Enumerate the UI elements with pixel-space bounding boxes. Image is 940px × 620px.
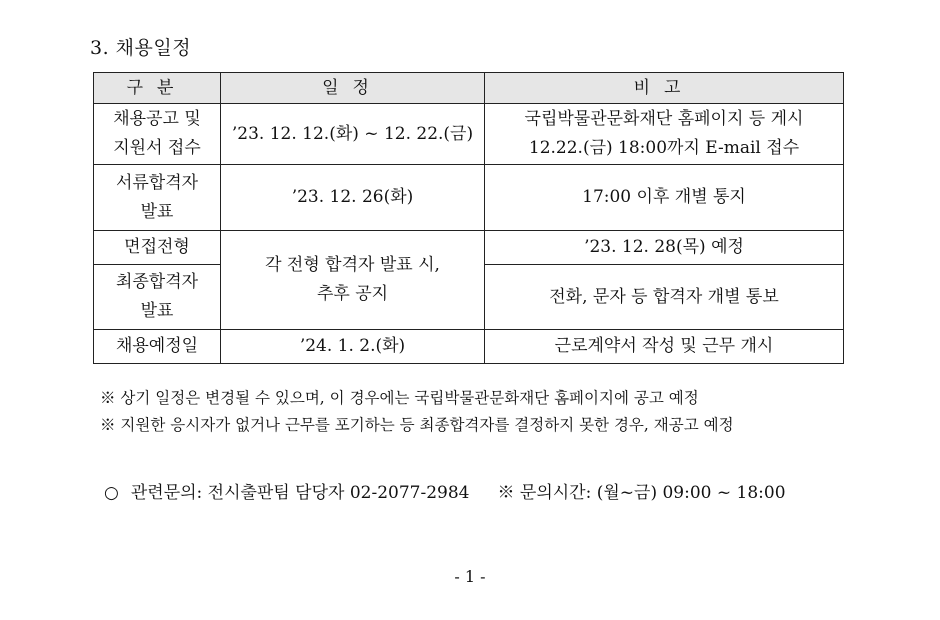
stage-cell	[94, 165, 221, 231]
remarks-line: 국립박물관문화재단 홈페이지 등 게시	[524, 109, 804, 129]
stage-cell	[94, 104, 221, 165]
remarks-cell: 17:00 이후 개별 통지	[485, 165, 844, 231]
schedule-line: 추후 공지	[316, 284, 389, 304]
table-header-row	[94, 73, 844, 104]
table-row	[94, 231, 844, 265]
inquiry-hours: ※ 문의시간: (월~금) 09:00 ~ 18:00	[497, 483, 786, 503]
notes-block	[100, 385, 734, 439]
stage-cell: 채용예정일	[94, 330, 221, 364]
circle-bullet-icon: ○	[104, 483, 119, 503]
section-title: 3. 채용일정	[90, 37, 192, 59]
table-row	[94, 104, 844, 165]
contact-line	[104, 478, 786, 503]
table-row	[94, 165, 844, 231]
schedule-cell-merged	[221, 231, 485, 330]
stage-line: 발표	[140, 301, 174, 321]
stage-line: 지원서 접수	[113, 138, 201, 158]
header-category: 구분	[94, 73, 221, 104]
stage-line: 서류합격자	[115, 172, 199, 193]
stage-cell	[94, 265, 221, 330]
remarks-cell: 근로계약서 작성 및 근무 개시	[485, 330, 844, 364]
schedule-cell: ’23. 12. 26(화)	[221, 165, 485, 231]
stage-cell: 면접전형	[94, 231, 221, 265]
remarks-cell: ’23. 12. 28(목) 예정	[485, 231, 844, 265]
contact-info: 관련문의: 전시출판팀 담당자 02-2077-2984	[130, 483, 470, 503]
header-remarks: 비고	[485, 73, 844, 104]
stage-line: 채용공고 및	[113, 109, 201, 129]
schedule-cell: ’24. 1. 2.(화)	[221, 330, 485, 364]
page-number: - 1 -	[454, 567, 486, 586]
remarks-cell: 전화, 문자 등 합격자 개별 통보	[485, 265, 844, 330]
note-line: ※ 상기 일정은 변경될 수 있으며, 이 경우에는 국립박물관문화재단 홈페이지에 공고 예정	[100, 389, 699, 407]
header-schedule: 일정	[221, 73, 485, 104]
stage-line: 발표	[140, 201, 174, 222]
table-row	[94, 330, 844, 364]
remarks-cell	[485, 104, 844, 165]
stage-line: 최종합격자	[115, 272, 199, 292]
note-line: ※ 지원한 응시자가 없거나 근무를 포기하는 등 최종합격자를 결정하지 못한 경우, 재공고 예정	[100, 416, 734, 434]
schedule-cell: ’23. 12. 12.(화) ~ 12. 22.(금)	[221, 104, 485, 165]
recruitment-schedule-table	[93, 72, 844, 364]
schedule-line: 각 전형 합격자 발표 시,	[265, 255, 440, 275]
remarks-line: 12.22.(금) 18:00까지 E-mail 접수	[528, 138, 800, 158]
